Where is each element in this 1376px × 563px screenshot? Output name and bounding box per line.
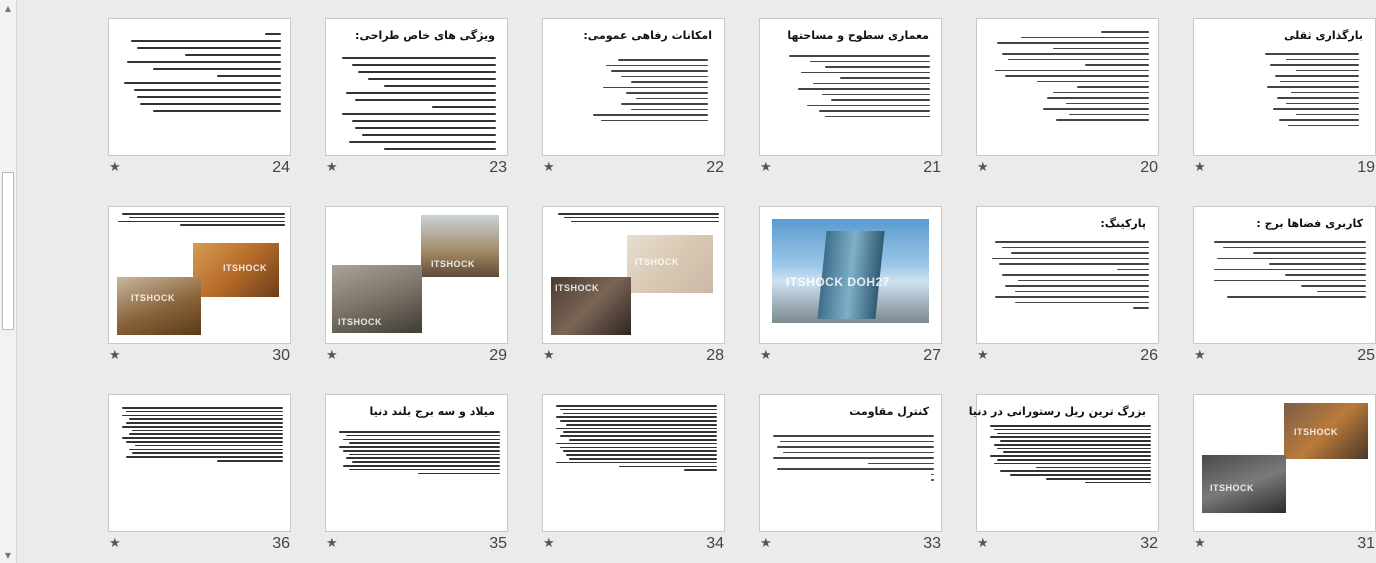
slide-preview[interactable] [759, 206, 942, 344]
building-photo [772, 219, 929, 323]
watermark-text: ITSHOCK [1294, 427, 1338, 437]
slide-body-text [121, 33, 281, 117]
slide-body-text [553, 405, 717, 473]
slide-thumbnail-19[interactable] [1139, 0, 1375, 178]
slide-body-text [987, 425, 1151, 486]
slide-thumbnail-32[interactable] [922, 376, 1158, 554]
slide-thumbnail-22[interactable] [488, 0, 724, 178]
bedroom-photo [551, 277, 631, 335]
watermark-text: ITSHOCK [1210, 483, 1254, 493]
slide-title: پارکینگ: [1100, 217, 1146, 230]
slide-preview[interactable] [759, 18, 942, 156]
scroll-up-arrow-icon[interactable]: ▲ [4, 3, 12, 13]
slide-body-text [583, 59, 708, 125]
slide-body-text [780, 55, 930, 121]
slide-title: کاربری فضاها برج : [1256, 217, 1363, 230]
slide-title: ویژگی های خاص طراحی: [355, 29, 495, 42]
slide-preview[interactable] [1193, 394, 1376, 532]
animation-star-icon[interactable]: ★ [543, 160, 555, 175]
slide-preview[interactable] [542, 18, 725, 156]
animation-star-icon[interactable]: ★ [977, 348, 989, 363]
animation-star-icon[interactable]: ★ [760, 160, 772, 175]
animation-star-icon[interactable]: ★ [543, 348, 555, 363]
slide-number: 33 [923, 535, 941, 552]
animation-star-icon[interactable]: ★ [109, 348, 121, 363]
slide-number: 26 [1140, 347, 1158, 364]
animation-star-icon[interactable]: ★ [109, 160, 121, 175]
watermark-text: ITSHOCK [431, 259, 475, 269]
animation-star-icon[interactable]: ★ [109, 536, 121, 551]
bathroom-photo [627, 235, 713, 293]
animation-star-icon[interactable]: ★ [1194, 160, 1206, 175]
slide-number: 31 [1357, 535, 1375, 552]
living-room-photo [332, 265, 422, 333]
slide-preview[interactable] [108, 206, 291, 344]
animation-star-icon[interactable]: ★ [977, 160, 989, 175]
slide-number: 28 [706, 347, 724, 364]
slide-number: 24 [272, 159, 290, 176]
slide-thumbnail-24[interactable] [54, 0, 290, 178]
slide-thumbnail-28[interactable] [488, 188, 724, 366]
watermark-text: ITSHOCK [223, 263, 267, 273]
slide-thumbnail-21[interactable] [705, 0, 941, 178]
slide-preview[interactable] [976, 206, 1159, 344]
watermark-text: ITSHOCK [338, 317, 382, 327]
scroll-thumb[interactable] [2, 172, 14, 330]
slide-number: 32 [1140, 535, 1158, 552]
slide-title: بزرگ ترین ریل رستورانی در دنیا [968, 405, 1146, 418]
slide-thumbnail-33[interactable] [705, 376, 941, 554]
corridor-photo [421, 215, 499, 277]
slide-body-text [336, 57, 496, 155]
slide-preview[interactable] [325, 206, 508, 344]
slide-title: میلاد و سه برج بلند دنیا [369, 405, 495, 418]
slide-preview[interactable] [108, 394, 291, 532]
watermark-text: ITSHOCK [555, 283, 599, 293]
watermark-text: ITSHOCK [131, 293, 175, 303]
kitchen-photo [1202, 455, 1286, 513]
slide-thumbnail-25[interactable] [1139, 188, 1375, 366]
slide-number: 25 [1357, 347, 1375, 364]
slide-number: 29 [489, 347, 507, 364]
slide-number: 22 [706, 159, 724, 176]
dining-photo [193, 243, 279, 297]
animation-star-icon[interactable]: ★ [326, 536, 338, 551]
slide-thumbnail-31[interactable] [1139, 376, 1375, 554]
slide-title: بارگذاری ثقلی [1283, 29, 1363, 42]
slide-thumbnail-30[interactable] [54, 188, 290, 366]
slide-body-text [1204, 241, 1366, 302]
slide-number: 35 [489, 535, 507, 552]
slide-thumbnail-35[interactable] [271, 376, 507, 554]
slide-preview[interactable] [1193, 18, 1376, 156]
dining-room-photo [117, 277, 201, 335]
slide-preview[interactable] [542, 206, 725, 344]
slide-thumbnail-26[interactable] [922, 188, 1158, 366]
slide-number: 21 [923, 159, 941, 176]
slide-title: امکانات رفاهی عمومی: [583, 29, 712, 42]
restaurant-photo [1284, 403, 1368, 459]
slide-thumbnail-29[interactable] [271, 188, 507, 366]
animation-star-icon[interactable]: ★ [326, 160, 338, 175]
slide-body-text [119, 407, 283, 464]
slide-preview[interactable] [542, 394, 725, 532]
animation-star-icon[interactable]: ★ [760, 348, 772, 363]
animation-star-icon[interactable]: ★ [1194, 536, 1206, 551]
slide-sorter-grid [17, 0, 1375, 563]
slide-preview[interactable] [968, 394, 1159, 532]
slide-thumbnail-23[interactable] [271, 0, 507, 178]
vertical-scrollbar[interactable] [0, 0, 17, 563]
animation-star-icon[interactable]: ★ [1194, 348, 1206, 363]
watermark-text: ITSHOCK DOH27 [786, 275, 890, 289]
animation-star-icon[interactable]: ★ [977, 536, 989, 551]
slide-number: 27 [923, 347, 941, 364]
slide-body-text [989, 241, 1149, 313]
animation-star-icon[interactable]: ★ [543, 536, 555, 551]
animation-star-icon[interactable]: ★ [760, 536, 772, 551]
slide-preview[interactable] [325, 18, 508, 156]
slide-number: 20 [1140, 159, 1158, 176]
slide-preview[interactable] [976, 18, 1159, 156]
slide-body-text [770, 435, 934, 485]
animation-star-icon[interactable]: ★ [326, 348, 338, 363]
slide-number: 34 [706, 535, 724, 552]
scroll-down-arrow-icon[interactable]: ▼ [4, 550, 12, 560]
slide-body-text [115, 213, 285, 228]
slide-thumbnail-27[interactable] [705, 188, 941, 366]
slide-body-text [551, 213, 719, 224]
slide-thumbnail-34[interactable] [488, 376, 724, 554]
watermark-text: ITSHOCK [635, 257, 679, 267]
slide-preview[interactable] [1193, 206, 1376, 344]
slide-number: 36 [272, 535, 290, 552]
slide-body-text [336, 431, 500, 476]
slide-preview[interactable] [759, 394, 942, 532]
slide-preview[interactable] [325, 394, 508, 532]
slide-thumbnail-36[interactable] [54, 376, 290, 554]
slide-title: معماری سطوح و مساحتها [787, 29, 929, 42]
slide-preview[interactable] [108, 18, 291, 156]
slide-body-text [1254, 53, 1359, 130]
slide-title: کنترل مقاومت [849, 405, 929, 418]
slide-thumbnail-20[interactable] [922, 0, 1158, 178]
slide-number: 30 [272, 347, 290, 364]
slide-number: 23 [489, 159, 507, 176]
slide-body-text [989, 31, 1149, 125]
slide-number: 19 [1357, 159, 1375, 176]
